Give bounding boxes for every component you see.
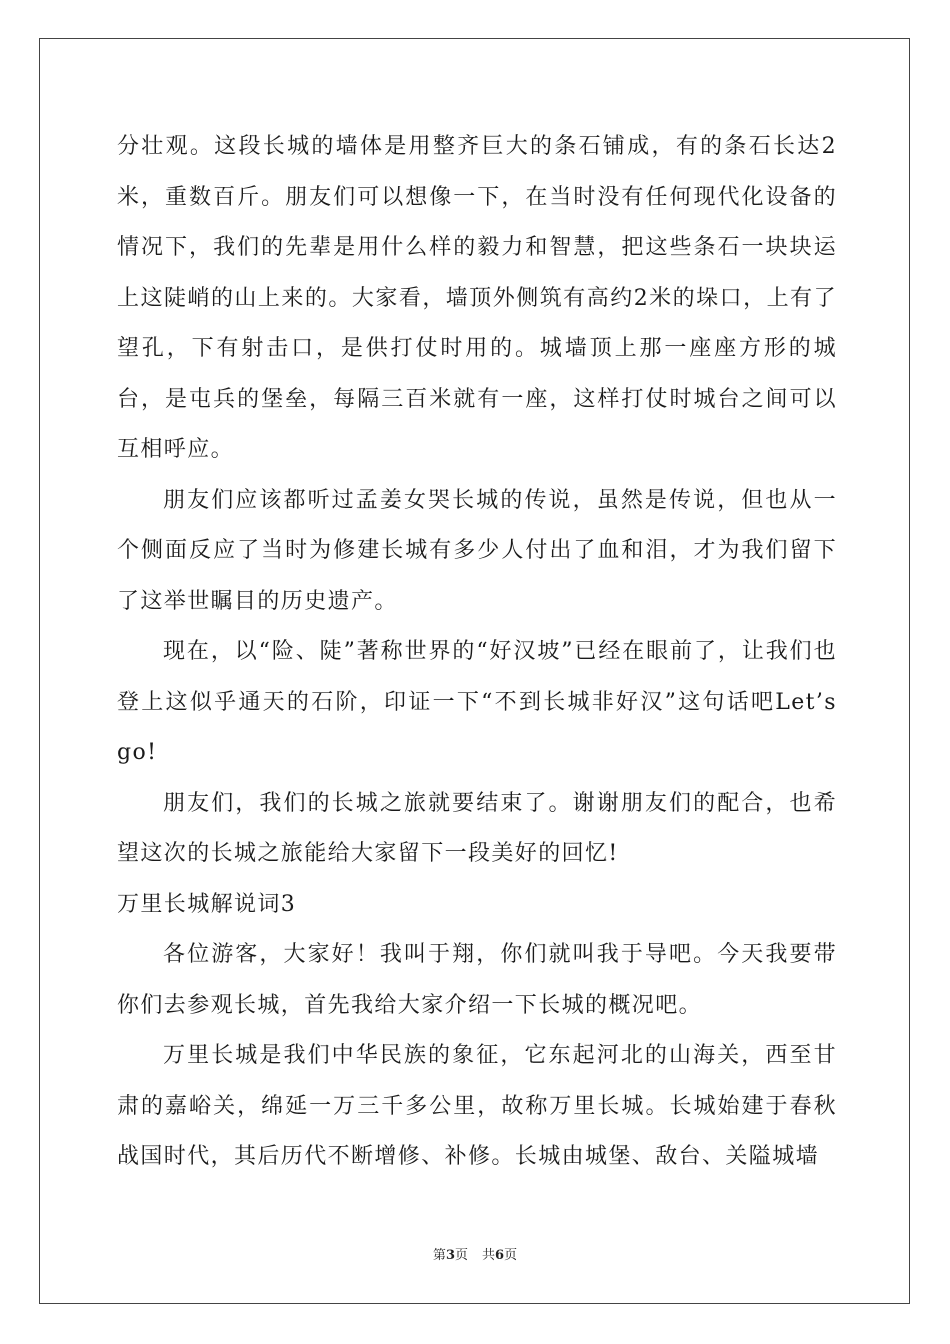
document-body (117, 122, 837, 1183)
paragraph-4: 朋友们，我们的长城之旅就要结束了。谢谢朋友们的配合，也希望这次的长城之旅能给大家留下一段美好的回忆! (117, 790, 837, 866)
paragraph-2: 朋友们应该都听过孟姜女哭长城的传说，虽然是传说，但也从一个侧面反应了当时为修建长城有多少人付出了血和泪，才为我们留下了这举世瞩目的历史遗产。 (117, 487, 837, 614)
footer-page-word: 页 (454, 1248, 468, 1263)
section-heading: 万里长城解说词3 (117, 891, 297, 917)
footer-total-pages: 6 (495, 1248, 505, 1263)
footer-total-prefix: 共 (482, 1248, 496, 1263)
paragraph-5: 各位游客，大家好！我叫于翔，你们就叫我于导吧。今天我要带你们去参观长城，首先我给大家介绍一下长城的概况吧。 (117, 942, 837, 1018)
paragraph-1: 分壮观。这段长城的墙体是用整齐巨大的条石铺成，有的条石长达2米，重数百斤。朋友们可以想像一下，在当时没有任何现代化设备的情况下，我们的先辈是用什么样的毅力和智慧，把这些条石一块块运上这陡峭的山上来的。大家看，墙顶外侧筑有高约2米的垛口，上有了望孔，下有射击口，是供打仗时用的。城墙顶上那一座座方形的城台，是屯兵的堡垒，每隔三百米就有一座，这样打仗时城台之间可以互相呼应。 (117, 134, 837, 462)
footer-prefix: 第 (432, 1248, 446, 1263)
footer-total-suffix: 页 (504, 1248, 518, 1263)
paragraph-6: 万里长城是我们中华民族的象征，它东起河北的山海关，西至甘肃的嘉峪关，绵延一万三千多公里，故称万里长城。长城始建于春秋战国时代，其后历代不断增修、补修。长城由城堡、敌台、关隘城墙 (117, 1043, 837, 1169)
paragraph-3: 现在，以“险、陡”著称世界的“好汉坡”已经在眼前了，让我们也登上这似乎通天的石阶，印证一下“不到长城非好汉”这句话吧Let’s go! (117, 639, 837, 765)
footer-current-page: 3 (445, 1248, 455, 1263)
page-footer (0, 1244, 950, 1263)
